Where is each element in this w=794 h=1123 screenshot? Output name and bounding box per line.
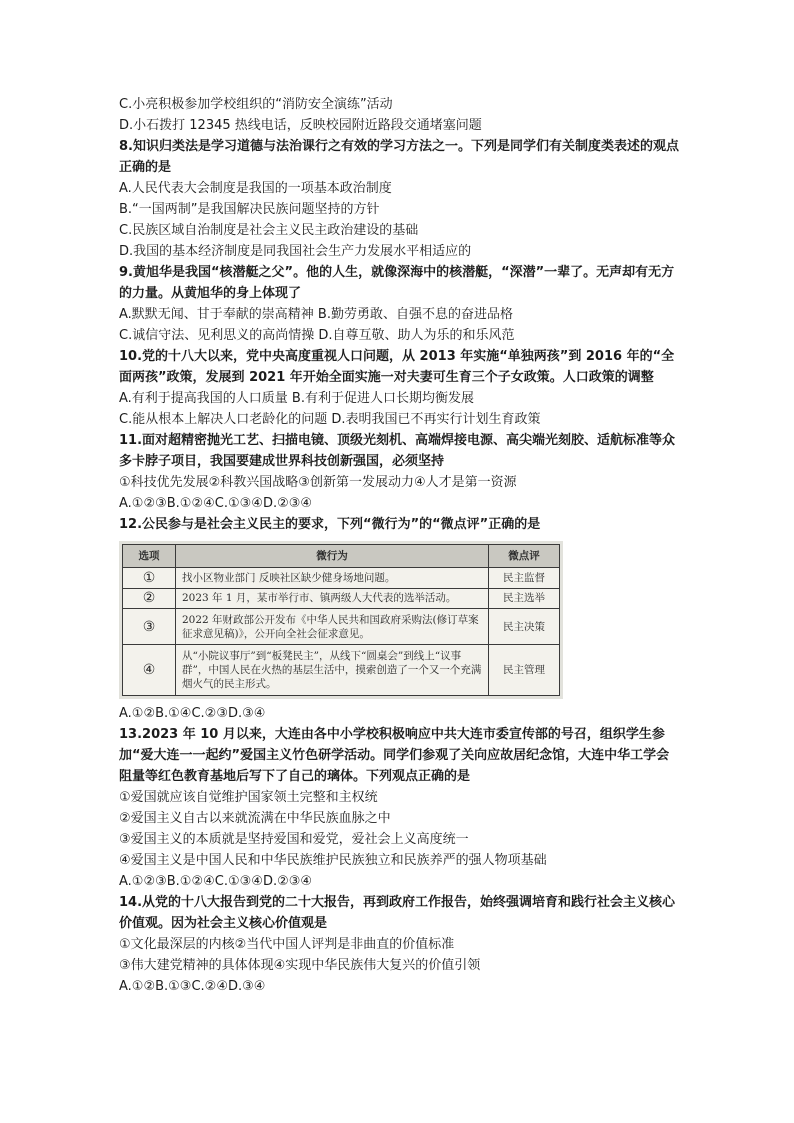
row-behavior: 2023 年 1 月，某市举行市、镇两级人大代表的选举活动。: [176, 588, 489, 609]
table-row: [123, 568, 560, 589]
row-comment: 民主管理: [489, 645, 560, 696]
answer-options: A.①②B.①④C.②③D.③④: [119, 706, 266, 721]
statement-line: ①科技优先发展②科教兴国战略③创新第一发展动力④人才是第一资源: [119, 475, 517, 490]
statement-line: ①文化最深层的内核②当代中国人评判是非曲直的价值标准: [119, 937, 455, 952]
option-line: A.人民代表大会制度是我国的一项基本政治制度: [119, 181, 392, 196]
statement-line: ①爱国就应该自觉维护国家领土完整和主权统: [119, 790, 378, 805]
option-line: A.默默无闻、甘于奉献的崇高精神 B.勤劳勇敢、自强不息的奋进品格: [119, 307, 513, 322]
answer-options: A.①②B.①③C.②④D.③④: [119, 979, 266, 994]
row-option: ②: [123, 588, 176, 609]
statement-line: ③伟大建党精神的具体体现④实现中华民族伟大复兴的价值引领: [119, 958, 481, 973]
question-9: 9.黄旭华是我国“核潜艇之父”。他的人生，就像深海中的核潜艇，“深潜”一辈了。无声却有无方的力量。从黄旭华的身上体现了: [119, 265, 675, 301]
statement-line: ③爱国主义的本质就是坚持爱国和爱党，爱社会上义高度统一: [119, 832, 469, 847]
header-option: 选项: [123, 545, 176, 568]
statement-line: ②爱国主义自古以来就流满在中华民族血脉之中: [119, 811, 391, 826]
answer-options: A.①②③B.①②④C.①③④D.②③④: [119, 496, 313, 511]
row-behavior: 从“小院议事厅”到“板凳民主”，从线下“圆桌会”到线上“议事群”，中国人民在火热的基层生活中，摸索创造了一个又一个充满烟火气的民主形式。: [176, 645, 489, 696]
option-line: C.能从根本上解决人口老龄化的问题 D.表明我国已不再实行计划生育政策: [119, 412, 541, 427]
question-12: 12.公民参与是社会主义民主的要求，下列“微行为”的“微点评”正确的是: [119, 517, 541, 532]
answer-options: A.①②③B.①②④C.①③④D.②③④: [119, 874, 313, 889]
exam-content: [119, 94, 679, 997]
question-8: 8.知识归类法是学习道德与法治课行之有效的学习方法之一。下列是同学们有关制度类表述的观点正确的是: [119, 139, 679, 175]
row-comment: 民主选举: [489, 588, 560, 609]
statement-line: ④爱国主义是中国人民和中华民族维护民族独立和民族养严的强人物项基础: [119, 853, 547, 868]
row-comment: 民主决策: [489, 609, 560, 645]
row-option: ④: [123, 645, 176, 696]
row-behavior: 找小区物业部门 反映社区缺少健身场地问题。: [176, 568, 489, 589]
option-line: B.“一国两制”是我国解决民族问题坚持的方针: [119, 202, 380, 217]
header-behavior: 微行为: [176, 545, 489, 568]
micro-behavior-table: [122, 544, 560, 696]
table-row: [123, 645, 560, 696]
table-row: [123, 609, 560, 645]
table-row: [123, 588, 560, 609]
option-line: C.诚信守法、见利思义的高尚情操 D.自尊互敬、助人为乐的和乐风范: [119, 328, 515, 343]
question-14: 14.从党的十八大报告到党的二十大报告，再到政府工作报告，始终强调培育和践行社会主义核心价值观。因为社会主义核心价值观是: [119, 895, 676, 931]
question-13: 13.2023 年 10 月以来，大连由各中小学校积极响应中共大连市委宣传部的号召，组织学生参加“爱大连一一起约”爱国主义竹色研学活动。同学们参观了关向应故居纪念馆，大连中华工学会阻量等红色教育基地后写下了自己的璃体。下列观点正确的是: [119, 727, 670, 784]
row-comment: 民主监督: [489, 568, 560, 589]
question-10: 10.党的十八大以来，党中央高度重视人口问题，从 2013 年实施“单独两孩”到 2016 年的“全面两孩”政策，发展到 2021 年开始全面实施一对夫妻可生育三个子女政策。人口政策的调整: [119, 349, 675, 385]
row-behavior: 2022 年财政部公开发布《中华人民共和国政府采购法(修订草案征求意见稿)》，公开向全社会征求意见。: [176, 609, 489, 645]
option-line: D.小石拨打 12345 热线电话，反映校园附近路段交通堵塞问题: [119, 118, 482, 133]
option-line: A.有利于提高我国的人口质量 B.有利于促进人口长期均衡发展: [119, 391, 474, 406]
row-option: ①: [123, 568, 176, 589]
option-line: C.小亮积极参加学校组织的“消防安全演练”活动: [119, 97, 393, 112]
option-line: C.民族区域自治制度是社会主义民主政治建设的基础: [119, 223, 419, 238]
table-header-row: [123, 545, 560, 568]
row-option: ③: [123, 609, 176, 645]
option-line: D.我国的基本经济制度是同我国社会生产力发展水平相适应的: [119, 244, 472, 259]
header-comment: 微点评: [489, 545, 560, 568]
micro-behavior-table-photo: [119, 541, 563, 699]
question-11: 11.面对超精密抛光工艺、扫描电镜、顶级光刻机、高端焊接电源、高尖端光刻胶、适航标准等众多卡脖子项目，我国要建成世界科技创新强国，必须坚持: [119, 433, 676, 469]
